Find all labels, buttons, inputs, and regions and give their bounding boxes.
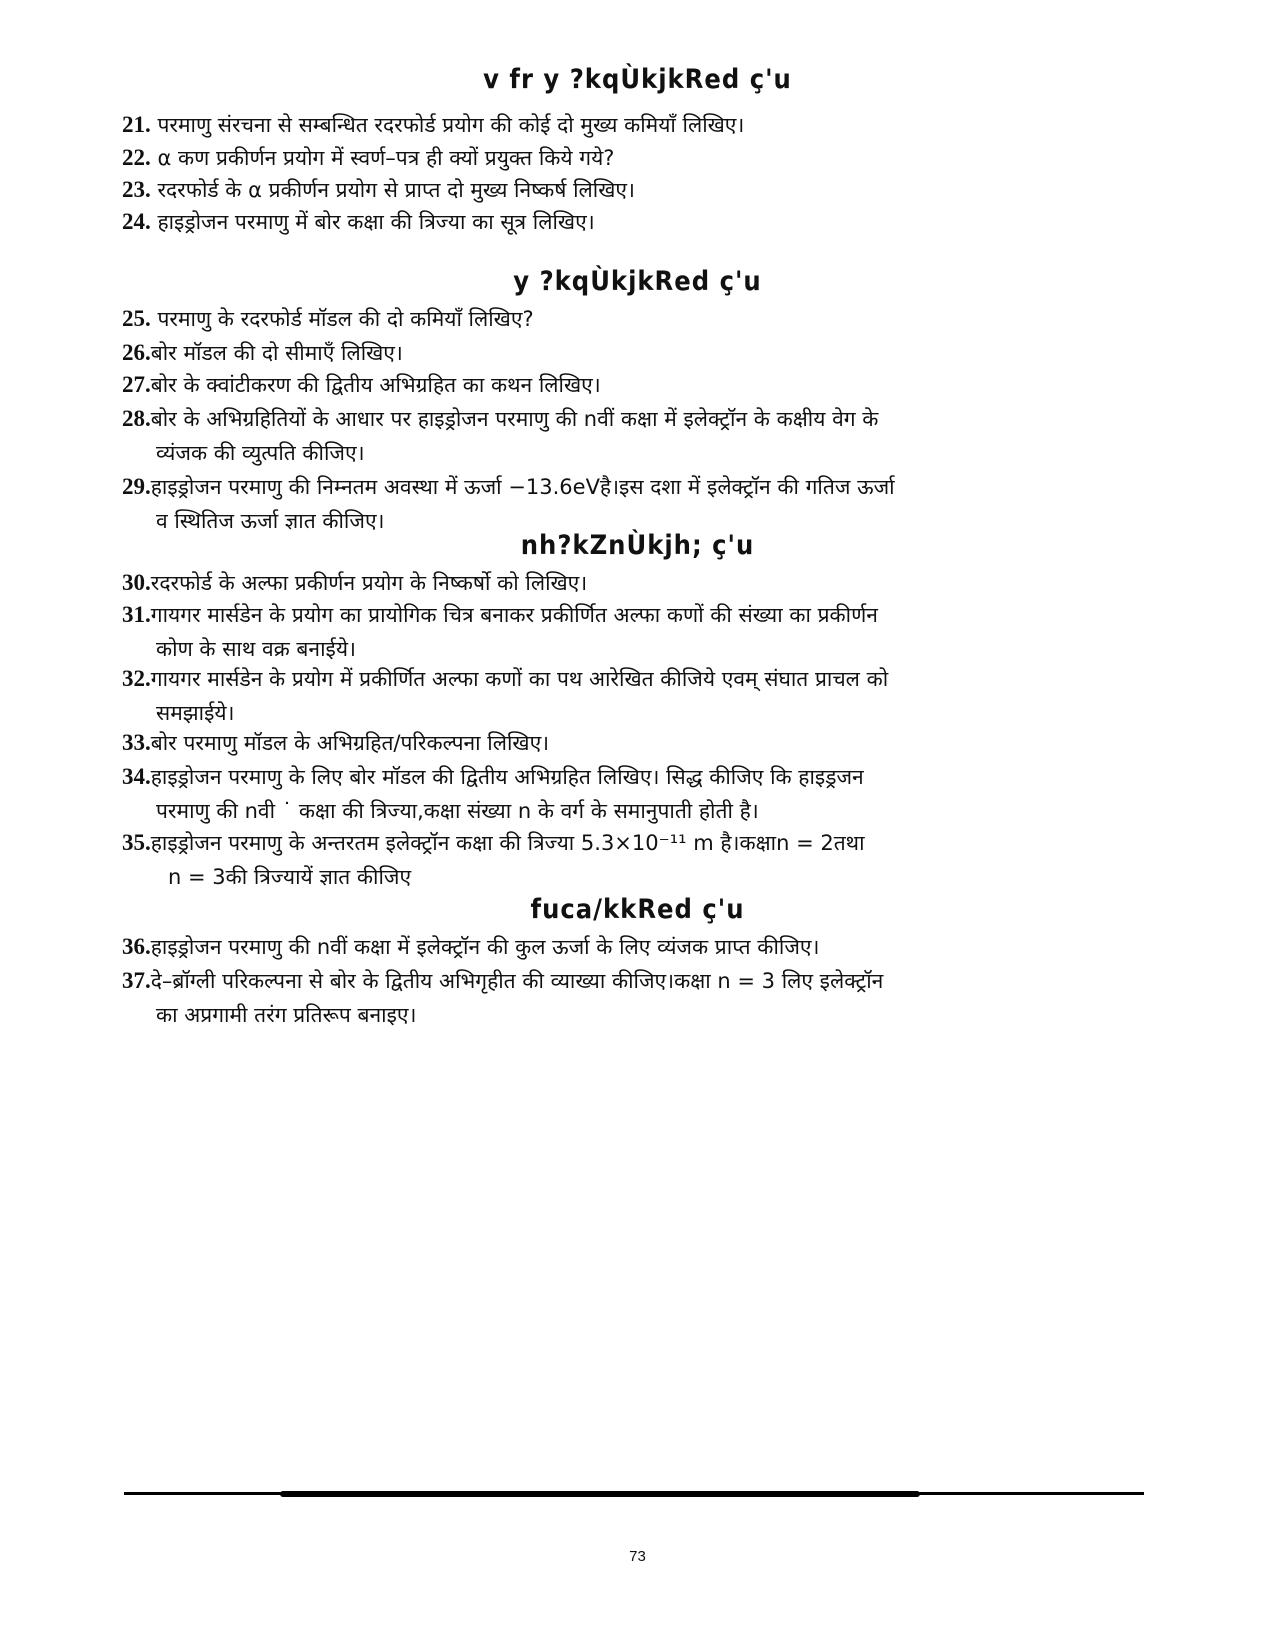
question-26 [122, 336, 1157, 370]
question-number: 23. [122, 177, 151, 202]
question-number: 24. [122, 209, 151, 234]
question-text: गायगर मार्सडेन के प्रयोग में प्रकीर्णित अल्फा कणों का पथ आरेखित कीजिये एवम् संघात प्राचल को [150, 667, 889, 691]
question-text: रदरफोर्ड के α प्रकीर्णन प्रयोग से प्राप्त दो मुख्य निष्कर्ष लिखिए। [157, 178, 635, 202]
question-31 [122, 598, 1157, 666]
question-number: 29. [122, 474, 151, 499]
question-text: रदरफोर्ड के अल्फा प्रकीर्णन प्रयोग के निष्कर्षो को लिखिए। [150, 571, 588, 595]
question-text: दे–ब्रॉग्ली परिकल्पना से बोर के द्वितीय अभिगृहीत की व्याख्या कीजिए।कक्षा n = 3 लिए इलेक्ट्रॉन [150, 969, 884, 993]
question-text: बोर परमाणु मॉडल के अभिग्रहित/परिकल्पना लिखिए। [150, 731, 550, 755]
question-25 [122, 302, 1157, 336]
question-29 [122, 470, 1157, 538]
question-text: हाइड्रोजन परमाणु की निम्नतम अवस्था में ऊर्जा −13.6eVहै।इस दशा में इलेक्ट्रॉन की गतिज ऊर्जा [150, 475, 895, 499]
question-24 [122, 205, 1157, 239]
question-number: 32. [122, 666, 151, 691]
question-33 [122, 726, 1157, 760]
footer-rule-accent [280, 1491, 920, 1497]
question-text-continued: समझाईये। [156, 701, 235, 725]
question-number: 26. [122, 340, 151, 365]
question-22 [122, 141, 1157, 175]
question-number: 21. [122, 112, 151, 137]
question-text: हाइड्रोजन परमाणु के अन्तरतम इलेक्ट्रॉन कक्षा की त्रिज्या 5.3×10⁻¹¹ m है।कक्षाn = 2तथा [150, 831, 865, 855]
question-text-continued: का अप्रगामी तरंग प्रतिरूप बनाइए। [156, 1003, 417, 1027]
question-number: 28. [122, 406, 151, 431]
question-30 [122, 566, 1157, 600]
section-heading-long: nh?kZnÙkjh; ç'u [520, 530, 755, 561]
question-21 [122, 108, 1157, 142]
question-text-continued: व्यंजक की व्युत्पति कीजिए। [156, 441, 365, 465]
question-text-continued: कोण के साथ वक्र बनाईये। [156, 637, 356, 661]
page-number: 73 [629, 1548, 646, 1565]
question-number: 33. [122, 730, 151, 755]
question-34 [122, 760, 1157, 828]
question-number: 31. [122, 602, 151, 627]
question-35 [122, 826, 1157, 894]
question-text: α कण प्रकीर्णन प्रयोग में स्वर्ण–पत्र ही क्यों प्रयुक्त किये गये? [157, 146, 615, 170]
question-text: परमाणु संरचना से सम्बन्धित रदरफोर्ड प्रयोग की कोई दो मुख्य कमियाँ लिखिए। [157, 113, 745, 137]
question-number: 34. [122, 764, 151, 789]
question-27 [122, 368, 1157, 402]
question-number: 22. [122, 145, 151, 170]
question-text: परमाणु के रदरफोर्ड मॉडल की दो कमियाँ लिखिए? [157, 307, 534, 331]
question-text: बोर मॉडल की दो सीमाएँ लिखिए। [150, 341, 403, 365]
question-text-continued: व स्थितिज ऊर्जा ज्ञात कीजिए। [156, 509, 385, 533]
question-text: हाइड्रोजन परमाणु की nवीं कक्षा में इलेक्ट्रॉन की कुल ऊर्जा के लिए व्यंजक प्राप्त कीजिए। [150, 935, 820, 959]
question-text-continued: n = 3की त्रिज्यायें ज्ञात कीजिए [168, 865, 412, 889]
question-text: बोर के क्वांटीकरण की द्वितीय अभिग्रहित का कथन लिखिए। [150, 373, 601, 397]
question-number: 25. [122, 306, 151, 331]
section-heading-essay: fuca/kkRed ç'u [530, 894, 745, 925]
question-text: हाइड्रोजन परमाणु में बोर कक्षा की त्रिज्या का सूत्र लिखिए। [157, 210, 595, 234]
question-28 [122, 402, 1157, 470]
question-23 [122, 173, 1157, 207]
question-number: 36. [122, 934, 151, 959]
section-heading-very-short: v fr y ?kqÙkjkRed ç'u [483, 64, 792, 95]
question-text: गायगर मार्सडेन के प्रयोग का प्रायोगिक चित्र बनाकर प्रकीर्णित अल्फा कणों की संख्या का प्रकीर्णन [150, 603, 878, 627]
question-number: 35. [122, 830, 151, 855]
question-37 [122, 964, 1157, 1032]
question-text: हाइड्रोजन परमाणु के लिए बोर मॉडल की द्वितीय अभिग्रहित लिखिए। सिद्ध कीजिए कि हाइड्रजन [150, 765, 864, 789]
question-32 [122, 662, 1157, 730]
question-number: 30. [122, 570, 151, 595]
question-36 [122, 930, 1157, 964]
question-number: 37. [122, 968, 151, 993]
question-text-continued: परमाणु की nवी ˙ कक्षा की त्रिज्या,कक्षा संख्या n के वर्ग के समानुपाती होती है। [156, 799, 759, 823]
question-number: 27. [122, 372, 151, 397]
section-heading-short: y ?kqÙkjkRed ç'u [513, 266, 762, 297]
question-text: बोर के अभिग्रहितियों के आधार पर हाइड्रोजन परमाणु की nवीं कक्षा में इलेक्ट्रॉन के कक्षीय वेग के [150, 407, 879, 431]
